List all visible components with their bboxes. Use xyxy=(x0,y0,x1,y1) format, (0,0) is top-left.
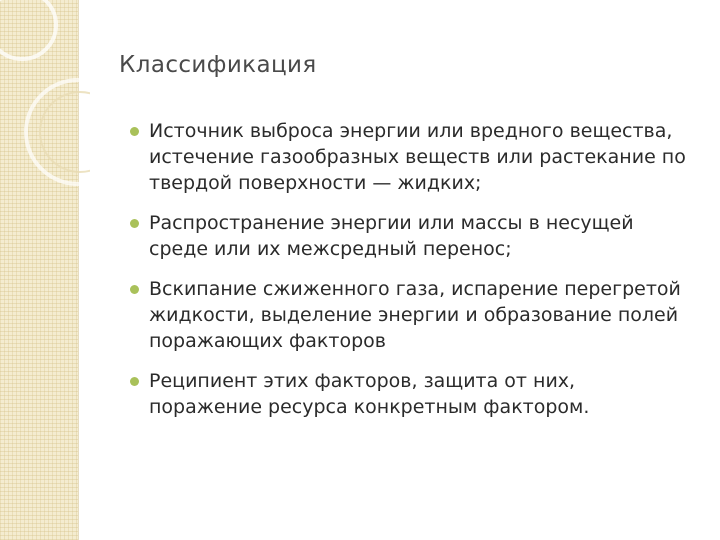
bullet-dot-icon xyxy=(130,127,139,136)
bullet-list xyxy=(130,118,690,434)
bullet-item xyxy=(130,276,690,354)
bullet-dot-icon xyxy=(130,377,139,386)
bullet-item xyxy=(130,368,690,420)
bullet-item xyxy=(130,210,690,262)
bullet-item xyxy=(130,118,690,196)
bullet-text: Реципиент этих факторов, защита от них, поражение ресурса конкретным фактором. xyxy=(149,370,590,418)
bullet-text: Источник выброса энергии или вредного вещества, истечение газообразных веществ или растекание по твердой поверхности — жидких; xyxy=(149,120,686,194)
bullet-text: Вскипание сжиженного газа, испарение перегретой жидкости, выделение энергии и образование полей поражающих факторов xyxy=(149,278,681,352)
bullet-dot-icon xyxy=(130,285,139,294)
decorative-side-strip xyxy=(0,0,78,540)
side-strip-divider xyxy=(78,0,79,540)
bullet-dot-icon xyxy=(130,219,139,228)
bullet-text: Распространение энергии или массы в несущей среде или их межсредный перенос; xyxy=(149,212,634,260)
slide-title: Классификация xyxy=(119,52,317,78)
